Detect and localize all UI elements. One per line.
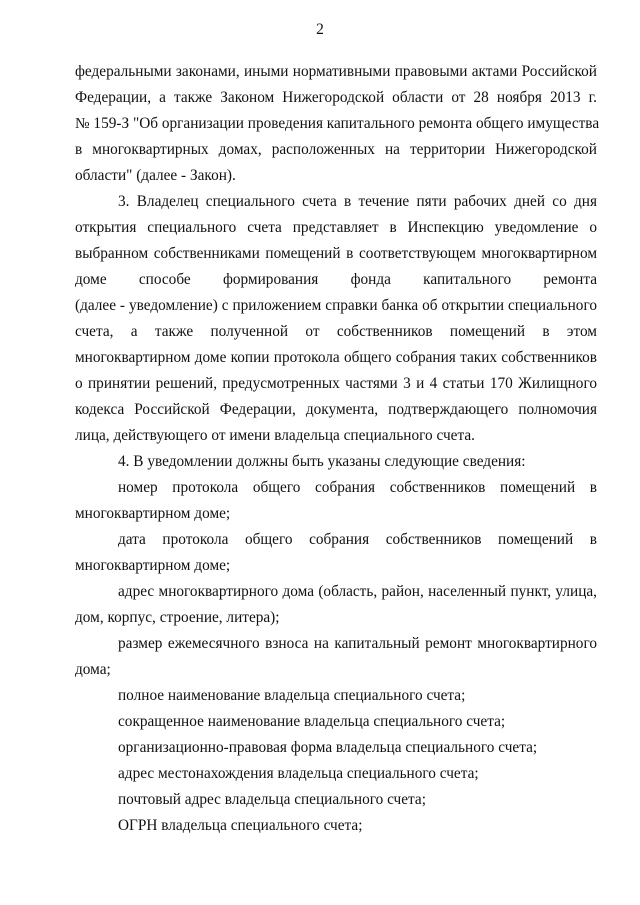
text-line: многоквартирном доме копии протокола общего собрания таких собственников xyxy=(75,349,597,366)
list-item xyxy=(75,813,597,839)
text-line: полное наименование владельца специального счета; xyxy=(118,687,466,704)
text-line: № 159-З "Об организации проведения капитального ремонта общего имущества xyxy=(75,115,600,132)
text-line: о принятии решений, предусмотренных частями 3 и 4 статьи 170 Жилищного xyxy=(75,375,597,392)
text-line: кодекса Российской Федерации, документа, подтверждающего полномочия xyxy=(75,401,597,418)
paragraph xyxy=(75,189,597,449)
list-item xyxy=(75,735,597,761)
text-line: адрес местонахождения владельца специального счета; xyxy=(118,765,479,782)
text-line: номер протокола общего собрания собственников помещений в xyxy=(118,479,597,496)
text-line: адрес многоквартирного дома (область, район, населенный пункт, улица, xyxy=(118,583,597,600)
list-item xyxy=(75,683,597,709)
text-line: размер ежемесячного взноса на капитальный ремонт многоквартирного xyxy=(118,635,597,652)
list-item xyxy=(75,709,597,735)
text-line: организационно-правовая форма владельца специального счета; xyxy=(118,739,538,756)
list-item xyxy=(75,579,597,631)
paragraph xyxy=(75,449,597,475)
text-line: сокращенное наименование владельца специального счета; xyxy=(118,713,506,730)
list-item xyxy=(75,527,597,579)
text-line: почтовый адрес владельца специального счета; xyxy=(118,791,426,808)
text-line: области" (далее - Закон). xyxy=(75,167,236,184)
text-line: в многоквартирных домах, расположенных на территории Нижегородской xyxy=(75,141,597,158)
text-line: многоквартирном доме; xyxy=(75,557,231,574)
text-line: открытия специального счета представляет в Инспекцию уведомление о xyxy=(75,219,597,236)
paragraph xyxy=(75,59,600,189)
list-item xyxy=(75,631,597,683)
text-line: лица, действующего от имени владельца специального счета. xyxy=(75,427,475,444)
document-body xyxy=(75,59,600,839)
text-line: федеральными законами, иными нормативными правовыми актами Российской xyxy=(75,63,597,80)
text-line: ОГРН владельца специального счета; xyxy=(118,817,363,834)
text-line: 3. Владелец специального счета в течение пяти рабочих дней со дня xyxy=(118,193,597,210)
text-line: Федерации, а также Законом Нижегородской области от 28 ноября 2013 г. xyxy=(75,89,597,106)
text-line: выбранном собственниками помещений в соответствующем многоквартирном xyxy=(75,245,597,262)
text-line: дата протокола общего собрания собственников помещений в xyxy=(118,531,597,548)
text-line: многоквартирном доме; xyxy=(75,505,231,522)
text-line: дом, корпус, строение, литера); xyxy=(75,609,280,626)
list-item xyxy=(75,787,597,813)
text-line: 4. В уведомлении должны быть указаны следующие сведения: xyxy=(118,453,526,470)
text-line: (далее - уведомление) с приложением справки банка об открытии специального xyxy=(75,297,597,314)
text-line: доме способе формирования фонда капитального ремонта xyxy=(75,271,597,288)
text-line: дома; xyxy=(75,661,111,678)
text-line: счета, а также полученной от собственников помещений в этом xyxy=(75,323,597,340)
list-item xyxy=(75,761,597,787)
list-item xyxy=(75,475,597,527)
page-number: 2 xyxy=(316,21,324,38)
